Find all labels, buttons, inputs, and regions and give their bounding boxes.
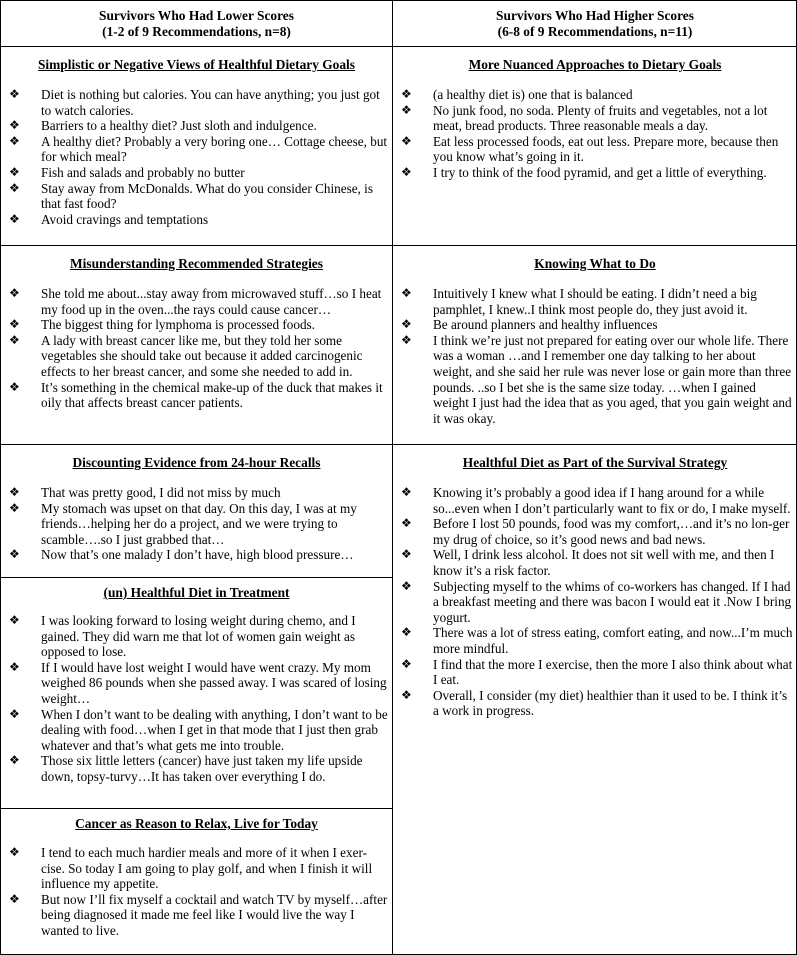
list-item: ❖ Overall, I consider (my diet) healthier than it used to be. I think it’s a work in progress. [401, 687, 788, 719]
list-item: ❖ I was looking forward to losing weight during chemo, and I gained. They did warn me that lot of women gain weight as opposed to lose. [9, 613, 356, 660]
section-simplistic-views [0, 46, 392, 245]
section-misunderstanding [0, 245, 392, 444]
list-item: ❖ Stay away from McDonalds. What do you consider Chinese, is that fast food? [9, 180, 373, 212]
list-item: ❖ I tend to each much hardier meals and more of it when I exer-cise. So today I am going to play golf, and when I finish it will influence my appetite. [9, 845, 373, 892]
list-item: ❖ Diet is nothing but calories. You can have anything; you just got to watch calories. [9, 87, 380, 118]
bullet-icon: ❖ [401, 625, 412, 640]
bullet-icon: ❖ [401, 578, 412, 593]
left-header-line1: Survivors Who Had Lower Scores [99, 8, 294, 23]
list-item: ❖ But now I’ll fix myself a cocktail and watch TV by myself…after being diagnosed it made me feel like I would live the way I wanted to live. [9, 891, 388, 938]
section-survival-strategy [392, 444, 797, 955]
section-unhealthful-treatment [0, 577, 392, 808]
item-list [1, 613, 392, 785]
item-list [393, 87, 797, 181]
bullet-icon: ❖ [9, 332, 20, 347]
bullet-icon: ❖ [401, 133, 412, 148]
list-item: ❖ I try to think of the food pyramid, and get a little of everything. [401, 164, 767, 180]
list-item: ❖ I find that the more I exercise, then the more I also think about what I eat. [401, 656, 793, 688]
list-item: ❖ Intuitively I knew what I should be eating. I didn’t need a big pamphlet, I knew..I think most people do, they just avoid it. [401, 286, 757, 317]
bullet-icon: ❖ [9, 317, 20, 332]
bullet-icon: ❖ [9, 133, 20, 148]
bullet-icon: ❖ [9, 753, 20, 768]
bullet-icon: ❖ [9, 659, 20, 674]
list-item: ❖ Before I lost 50 pounds, food was my comfort,…and it’s no lon-ger my drug of choice, so it’s good news and bad news. [401, 516, 790, 547]
list-item: ❖ Knowing it’s probably a good idea if I hang around for a while so...even when I don’t particularly want to fix or do, I make myself. [401, 485, 791, 516]
right-header-line2: (6-8 of 9 Recommendations, n=11) [497, 24, 693, 39]
section-discounting-evidence [0, 444, 392, 577]
list-item: ❖ (a healthy diet is) one that is balanced [401, 87, 633, 102]
bullet-icon: ❖ [9, 613, 20, 627]
bullet-icon: ❖ [9, 379, 20, 394]
bullet-icon: ❖ [9, 485, 20, 499]
list-item: ❖ It’s something in the chemical make-up of the duck that makes it oily that affects breast cancer patients. [9, 379, 383, 411]
bullet-icon: ❖ [9, 706, 20, 721]
bullet-icon: ❖ [9, 118, 20, 133]
section-knowing-what-to-do [392, 245, 797, 444]
section-cancer-relax [0, 808, 392, 955]
item-list [1, 485, 392, 563]
section-title: Misunderstanding Recommended Strategies [70, 256, 323, 271]
list-item: ❖ A lady with breast cancer like me, but they told her some vegetables she should take out because it added carcinogenic effects to her breast cancer, and some she needed to add in. [9, 332, 363, 379]
left-column-header [0, 0, 392, 46]
bullet-icon: ❖ [9, 500, 20, 515]
section-title: Discounting Evidence from 24-hour Recalls [72, 455, 321, 470]
list-item: ❖ My stomach was upset on that day. On this day, I was at my friends…helping her do a project, and we were trying to scamble….so I just grabbed that… [9, 500, 357, 547]
bullet-icon: ❖ [401, 656, 412, 671]
left-header-line2: (1-2 of 9 Recommendations, n=8) [102, 24, 291, 39]
bullet-icon: ❖ [401, 687, 412, 702]
bullet-icon: ❖ [401, 516, 412, 531]
list-item: ❖ Now that’s one malady I don’t have, high blood pressure… [9, 547, 354, 563]
list-item: ❖ She told me about...stay away from microwaved stuff…so I heat my food up in the oven...the rays could cause cancer… [9, 286, 382, 317]
item-list [393, 286, 797, 426]
item-list [393, 485, 797, 719]
section-title: Knowing What to Do [534, 256, 656, 271]
section-title: Simplistic or Negative Views of Healthful Dietary Goals [37, 57, 355, 72]
list-item: ❖ Those six little letters (cancer) have just taken my life upside down, topsy-turvy…It has taken over everything I do. [9, 753, 363, 784]
bullet-icon: ❖ [9, 87, 20, 101]
bullet-icon: ❖ [401, 102, 412, 117]
bullet-icon: ❖ [401, 547, 412, 562]
bullet-icon: ❖ [401, 317, 412, 332]
item-list [1, 87, 392, 227]
list-item: ❖ Subjecting myself to the whims of co-workers has changed. If I had a breakfast meeting and there was bacon I would eat it .Now I bring yogurt. [401, 578, 792, 625]
bullet-icon: ❖ [9, 164, 20, 179]
section-title: Cancer as Reason to Relax, Live for Today [75, 816, 318, 831]
bullet-icon: ❖ [401, 485, 412, 499]
right-header-line1: Survivors Who Had Higher Scores [496, 8, 694, 23]
list-item: ❖ Be around planners and healthy influences [401, 317, 658, 333]
section-title: (un) Healthful Diet in Treatment [103, 585, 290, 600]
list-item: ❖ Barriers to a healthy diet? Just sloth and indulgence. [9, 118, 317, 134]
bullet-icon: ❖ [9, 891, 20, 906]
section-title: Healthful Diet as Part of the Survival Strategy [462, 455, 728, 470]
list-item: ❖ Eat less processed foods, eat out less. Prepare more, because then you know what’s going in it. [401, 133, 779, 165]
bullet-icon: ❖ [401, 87, 412, 101]
bullet-icon: ❖ [9, 547, 20, 562]
section-nuanced-approaches [392, 46, 797, 245]
bullet-icon: ❖ [9, 180, 20, 195]
bullet-icon: ❖ [401, 164, 412, 179]
list-item: ❖ Fish and salads and probably no butter [9, 164, 245, 180]
list-item: ❖ Well, I drink less alcohol. It does not sit well with me, and then I know it’s a risk factor. [401, 547, 775, 578]
bullet-icon: ❖ [9, 286, 20, 300]
list-item: ❖ The biggest thing for lymphoma is processed foods. [9, 317, 315, 333]
list-item: ❖ No junk food, no soda. Plenty of fruits and vegetables, not a lot meat, bread products. Three reasonable meals a day. [401, 102, 768, 134]
right-column-header [392, 0, 797, 46]
section-title: More Nuanced Approaches to Dietary Goals [468, 57, 722, 72]
list-item: ❖ If I would have lost weight I would have went crazy. My mom weighed 86 pounds when she passed away. I was scared of losing weight… [9, 659, 387, 706]
bullet-icon: ❖ [401, 286, 412, 300]
item-list [1, 845, 392, 939]
list-item: ❖ I think we’re just not prepared for eating over our whole life. There was a woman …and I remember one day talking to her about weight, and she said her rule was never lose or gain more than three pounds. ..so I bet she is the same size today. …when I gained weight I just had the idea that as you aged, that you gain weight and it was okay. [401, 332, 792, 426]
item-list [1, 286, 392, 411]
list-item: ❖ There was a lot of stress eating, comfort eating, and now...I’m much more mindful. [401, 625, 793, 656]
list-item: ❖ When I don’t want to be dealing with anything, I don’t want to be dealing with food…when I get in that mode that I just then grab whatever and that’s what gets me into trouble. [9, 706, 388, 753]
bullet-icon: ❖ [401, 332, 412, 347]
list-item: ❖ A healthy diet? Probably a very boring one… Cottage cheese, but for which meal? [9, 133, 388, 165]
bullet-icon: ❖ [9, 211, 20, 226]
list-item: ❖ Avoid cravings and temptations [9, 211, 209, 227]
bullet-icon: ❖ [9, 845, 20, 859]
list-item: ❖ That was pretty good, I did not miss by much [9, 485, 281, 500]
